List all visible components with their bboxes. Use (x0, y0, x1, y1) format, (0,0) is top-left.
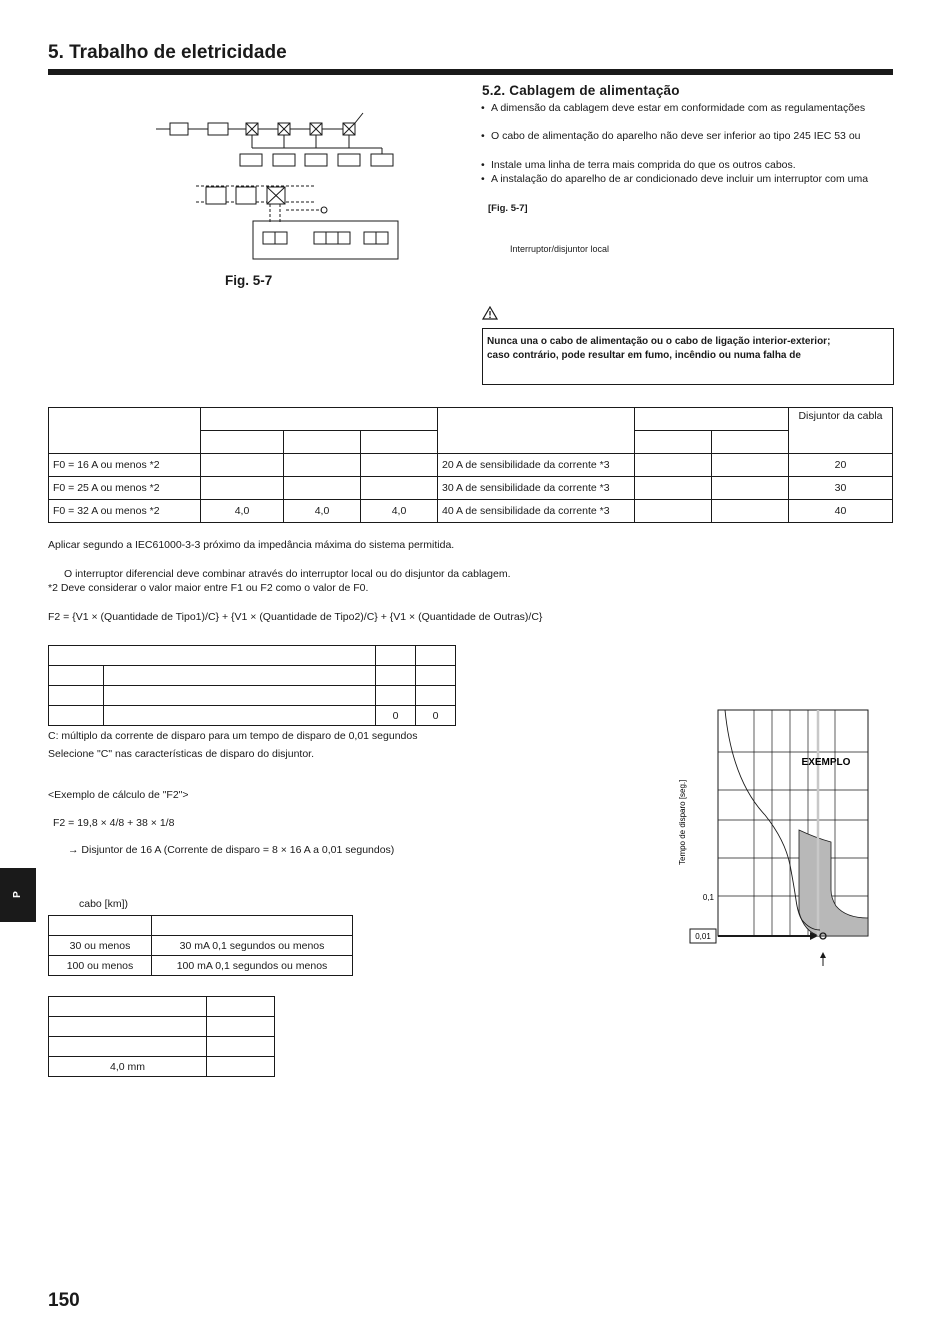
table-cell (201, 477, 284, 500)
table-cell: 40 (789, 500, 893, 523)
table-cell: 40 A de sensibilidade da corrente *3 (438, 500, 635, 523)
table-cell (284, 477, 361, 500)
table-cell: F0 = 32 A ou menos *2 (49, 500, 201, 523)
table-cell: 4,0 (361, 500, 438, 523)
y-axis-label: Tempo de disparo [seg.] (678, 779, 687, 865)
bullet-item: • A dimensão da cablagem deve estar em conformidade com as regulamentações (491, 102, 865, 115)
table-cell: 100 mA 0,1 segundos ou menos (152, 956, 353, 976)
table-cell (635, 454, 712, 477)
section-title: 5.2. Cablagem de alimentação (482, 83, 680, 98)
table-cell: 20 A de sensibilidade da corrente *3 (438, 454, 635, 477)
page-title: 5. Trabalho de eletricidade (48, 42, 287, 63)
figure-caption: Fig. 5-7 (225, 273, 273, 288)
y-tick-label: 0,01 (695, 932, 711, 941)
warning-line: caso contrário, pode resultar em fumo, incêndio ou numa falha de (487, 350, 801, 361)
bullet-item: • A instalação do aparelho de ar condicionado deve incluir um interruptor com uma (491, 173, 868, 186)
formula-text: F2 = {V1 × (Quantidade de Tipo1)/C} + {V1 × (Quantidade de Tipo2)/C} + {V1 × (Quantidade de Outras)/C} (48, 611, 543, 623)
table-cell: F0 = 25 A ou menos *2 (49, 477, 201, 500)
table-cell: 20 (789, 454, 893, 477)
side-tab-label: P (11, 891, 23, 898)
table-cell: 30 (789, 477, 893, 500)
cable-length-table (48, 915, 353, 976)
bullet-item: • Instale uma linha de terra mais comprida do que os outros cabos. (491, 159, 796, 172)
page-number: 150 (48, 1290, 80, 1311)
table-cell (635, 477, 712, 500)
table-cell (49, 706, 104, 726)
table-row (49, 1057, 275, 1077)
cable-table-caption: cabo [km]) (79, 898, 129, 910)
c-description: C: múltiplo da corrente de disparo para um tempo de disparo de 0,01 segundos (48, 730, 418, 742)
table-cell (712, 500, 789, 523)
legend-label: Interruptor/disjuntor local (510, 244, 610, 254)
note-text: O interruptor diferencial deve combinar através do interruptor local ou do disjuntor da cablagem. (64, 568, 511, 580)
table-cell: 0 (376, 706, 416, 726)
multiplier-table (48, 645, 456, 726)
example-result: → Disjuntor de 16 A (Corrente de disparo = 8 × 16 A a 0,01 segundos) (68, 844, 395, 856)
table-cell: 4,0 (201, 500, 284, 523)
note-text: Aplicar segundo a IEC61000-3-3 próximo da impedância máxima do sistema permitida. (48, 539, 455, 551)
table-cell (712, 454, 789, 477)
table-cell: 4,0 mm (49, 1057, 207, 1077)
table-cell: F0 = 16 A ou menos *2 (49, 454, 201, 477)
figure-ref: [Fig. 5-7] (488, 203, 528, 214)
select-c-text: Selecione "C" nas características de disparo do disjuntor. (48, 748, 315, 760)
table-cell (361, 477, 438, 500)
wire-size-table (48, 996, 275, 1077)
bullet-item: • O cabo de alimentação do aparelho não deve ser inferior ao tipo 245 IEC 53 ou (491, 130, 861, 143)
table-cell (635, 500, 712, 523)
table-cell (712, 477, 789, 500)
table-row (49, 500, 893, 523)
title-rule (48, 69, 893, 75)
table-cell: 4,0 (284, 500, 361, 523)
table-cell (104, 706, 376, 726)
example-formula: F2 = 19,8 × 4/8 + 38 × 1/8 (53, 817, 175, 829)
example-title: <Exemplo de cálculo de "F2"> (48, 789, 189, 801)
table-row (49, 454, 893, 477)
table-cell: 0 (416, 706, 456, 726)
main-table (48, 407, 893, 523)
table-cell: 30 A de sensibilidade da corrente *3 (438, 477, 635, 500)
table-cell (201, 454, 284, 477)
table-cell (284, 454, 361, 477)
table-row (49, 956, 353, 976)
table-cell: 100 ou menos (49, 956, 152, 976)
language-side-tab (0, 868, 36, 922)
trip-characteristic-graph (670, 700, 880, 975)
wiring-diagram (150, 110, 420, 265)
example-label: EXEMPLO (801, 757, 851, 768)
warning-icon (482, 306, 498, 320)
table-cell (361, 454, 438, 477)
table-cell: 30 ou menos (49, 936, 152, 956)
warning-line: Nunca una o cabo de alimentação ou o cabo de ligação interior-exterior; (487, 336, 831, 347)
warning-box (482, 328, 894, 385)
table-row (49, 936, 353, 956)
y-tick-label: 0,1 (702, 893, 714, 902)
note-text: *2 Deve considerar o valor maior entre F1 ou F2 como o valor de F0. (48, 582, 369, 594)
table-cell: 30 mA 0,1 segundos ou menos (152, 936, 353, 956)
table-row (49, 706, 456, 726)
table-row (49, 477, 893, 500)
breaker-header: Disjuntor da cabla (789, 408, 893, 454)
